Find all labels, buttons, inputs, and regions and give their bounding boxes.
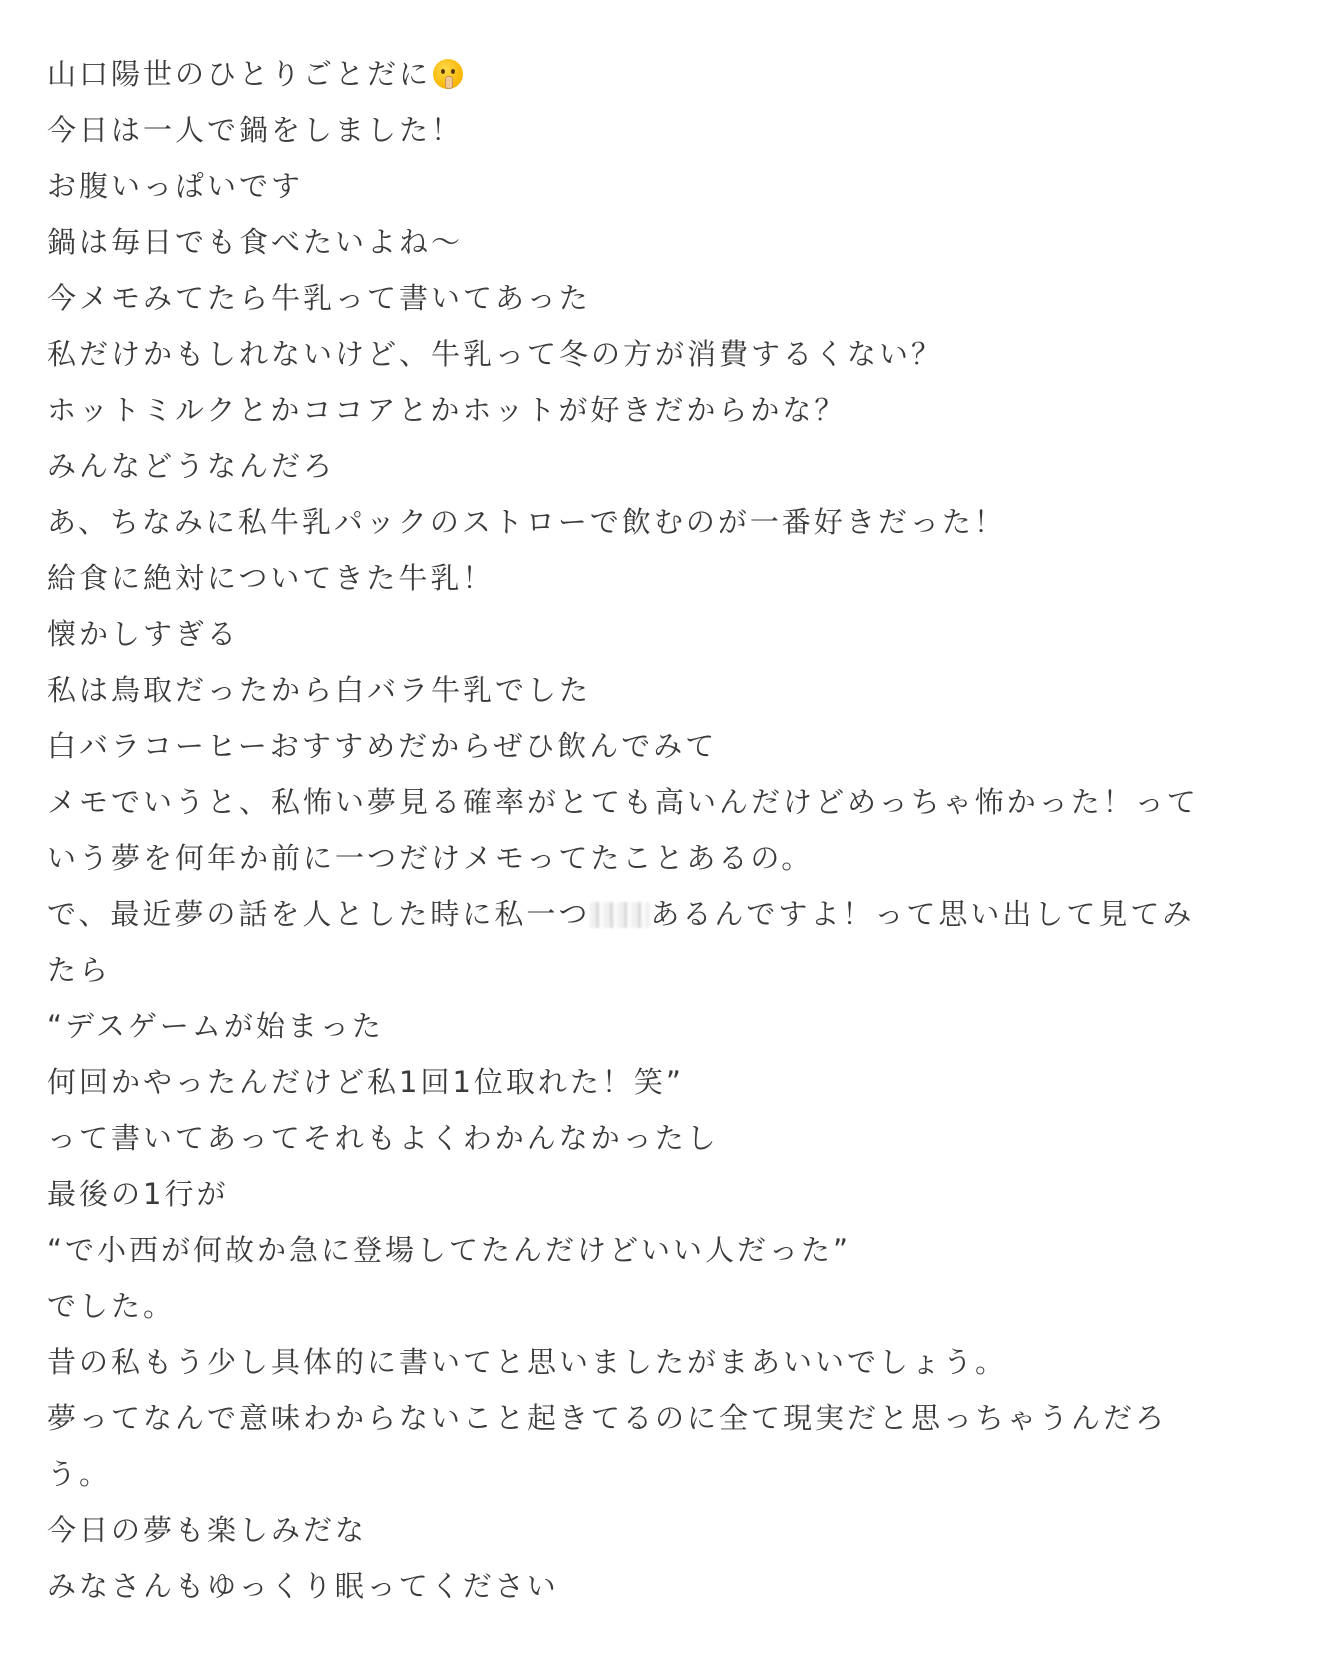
text-line: 懐かしすぎる	[47, 617, 240, 651]
text-line: って書いてあってそれもよくわかんなかったし	[47, 1121, 719, 1155]
text-line: 今メモみてたら牛乳って書いてあった	[47, 281, 591, 315]
text-line: 何回かやったんだけど私1回1位取れた！笑”	[47, 1065, 684, 1099]
text-line: あ、ちなみに私牛乳パックのストローで飲むのが一番好きだった！	[47, 505, 1006, 539]
text-line: 今日の夢も楽しみだな	[47, 1513, 368, 1547]
text-line: みんなどうなんだろ	[47, 449, 336, 483]
text-line: 白バラコーヒーおすすめだからぜひ飲んでみて	[47, 729, 718, 763]
text-line: 最後の1行が	[47, 1177, 229, 1211]
text-line: たら	[47, 953, 112, 987]
text-line: でした。	[47, 1289, 176, 1323]
text-line: 私だけかもしれないけど、牛乳って冬の方が消費するくない？	[47, 337, 944, 371]
text-line: 昔の私もう少し具体的に書いてと思いましたがまあいいでしょう。	[47, 1345, 1008, 1379]
text-line: みなさんもゆっくり眠ってください	[47, 1569, 559, 1603]
text-line: ホットミルクとかココアとかホットが好きだからかな？	[47, 393, 847, 427]
text-line: 山口陽世のひとりごとだに	[47, 46, 1297, 102]
text-line: 鍋は毎日でも食べたいよね〜	[47, 225, 464, 259]
blog-post-body	[47, 46, 1297, 1614]
text-line: 給食に絶対についてきた牛乳！	[47, 561, 495, 595]
text-line: いう夢を何年か前に一つだけメモってたことあるの。	[47, 841, 814, 875]
text-line: メモでいうと、私怖い夢見る確率がとても高いんだけどめっちゃ怖かった！って	[47, 785, 1199, 819]
text-line: 私は鳥取だったから白バラ牛乳でした	[47, 673, 592, 707]
text-line: “で小西が何故か急に登場してたんだけどいい人だった”	[47, 1233, 852, 1267]
text-line: 夢ってなんで意味わからないこと起きてるのに全て現実だと思っちゃうんだろ	[47, 1401, 1168, 1435]
text-line: う。	[47, 1457, 112, 1491]
text-line: 今日は一人で鍋をしました！	[47, 113, 464, 147]
text-line: お腹いっぱいです	[47, 169, 304, 203]
shushing-face-emoji-icon	[433, 59, 463, 89]
text-line: “デスゲームが始まった	[47, 1009, 384, 1043]
obscured-text	[590, 902, 650, 928]
text-line: で、最近夢の話を人とした時に私一つ あるんですよ！って思い出して見てみ	[47, 897, 1195, 931]
